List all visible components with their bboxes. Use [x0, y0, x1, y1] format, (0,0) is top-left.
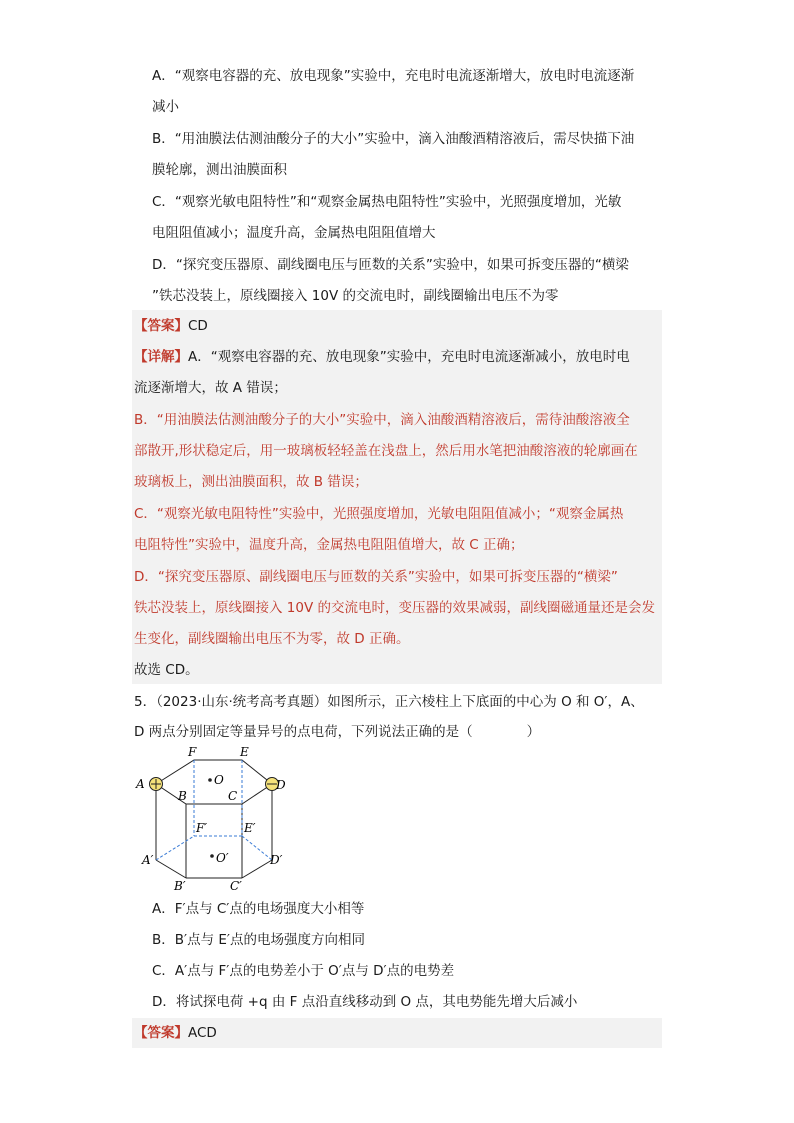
answer-value: ACD — [188, 1025, 217, 1041]
answer-tag: 【答案】 — [134, 1025, 188, 1041]
label-o: O — [214, 773, 224, 787]
label-c: C — [228, 789, 238, 803]
label-d2: D′ — [270, 853, 283, 867]
label-b2: B′ — [174, 879, 186, 892]
q4-option-b-line1: B．“用油膜法估测油酸分子的大小”实验中，滴入油酸酒精溶液后，需尽快描下油 — [152, 131, 635, 147]
detail-text: A．“观察电容器的充、放电现象”实验中，充电时电流逐渐减小，放电时电 — [188, 349, 630, 365]
q4-detail-line-5: 玻璃板上，测出油膜面积，故 B 错误； — [134, 474, 368, 490]
q4-detail-line-9: 铁芯没装上，原线圈接入 10V 的交流电时，变压器的效果减弱，副线圈磁通量还是会发 — [134, 600, 655, 616]
center-o-dot — [208, 778, 212, 782]
q4-answer — [134, 316, 208, 336]
q4-detail-line-8: D．“探究变压器原、副线圈电压与匝数的关系”实验中，如果可拆变压器的“横梁” — [134, 569, 618, 585]
edge-a2-b2 — [156, 860, 186, 878]
q4-option-b-line2: 膜轮廓，测出油膜面积 — [152, 162, 287, 178]
label-a2: A′ — [142, 853, 154, 867]
answer-tag: 【答案】 — [134, 318, 188, 334]
detail-tag: 【详解】 — [134, 349, 188, 365]
q4-detail-line-3: B．“用油膜法估测油酸分子的大小”实验中，滴入油酸酒精溶液后，需待油酸溶液全 — [134, 412, 630, 428]
label-b: B — [178, 789, 187, 803]
label-c2: C′ — [230, 879, 242, 892]
q4-detail-line-2: 流逐渐增大，故 A 错误； — [134, 380, 287, 396]
q4-option-d-line1: D．“探究变压器原、副线圈电压与匝数的关系”实验中，如果可拆变压器的“横梁 — [152, 257, 629, 273]
q4-detail-line-7: 电阻特性”实验中，温度升高，金属热电阻阻值增大，故 C 正确； — [134, 537, 524, 553]
label-d: D — [276, 778, 286, 792]
center-o2-dot — [210, 854, 214, 858]
q4-option-d-line2: ”铁芯没装上，原线圈接入 10V 的交流电时，副线圈输出电压不为零 — [152, 288, 559, 304]
q4-option-c-line1: C．“观察光敏电阻特性”和“观察金属热电阻特性”实验中，光照强度增加，光敏 — [152, 194, 622, 210]
q5-option-b: B．B′点与 E′点的电场强度方向相同 — [152, 932, 365, 948]
hexagonal-prism-figure — [134, 742, 294, 892]
q4-detail-line-11: 故选 CD。 — [134, 662, 199, 678]
label-e: E — [240, 745, 249, 759]
label-f: F — [188, 745, 197, 759]
label-e2: E′ — [244, 821, 256, 835]
q5-answer — [134, 1023, 217, 1043]
q5-stem-line1: 5．（2023·山东·统考高考真题）如图所示，正六棱柱上下底面的中心为 O 和 O′，A、 — [134, 694, 644, 710]
q4-option-a-line1: A．“观察电容器的充、放电现象”实验中，充电时电流逐渐增大，放电时电流逐渐 — [152, 68, 635, 84]
edge-e2-d2 — [242, 836, 272, 860]
q4-detail-line-10: 生变化，副线圈输出电压不为零，故 D 正确。 — [134, 631, 410, 647]
q5-option-a: A．F′点与 C′点的电场强度大小相等 — [152, 901, 365, 917]
q5-option-d: D．将试探电荷 +q 由 F 点沿直线移动到 O 点，其电势能先增大后减小 — [152, 994, 578, 1010]
label-f2: F′ — [196, 821, 208, 835]
label-a: A — [136, 777, 145, 791]
q5-option-c: C．A′点与 F′点的电势差小于 O′点与 D′点的电势差 — [152, 963, 455, 979]
q5-stem-line2: D 两点分别固定等量异号的点电荷，下列说法正确的是（ ） — [134, 724, 541, 740]
answer-value: CD — [188, 318, 208, 334]
q4-detail-line-4: 部散开,形状稳定后，用一玻璃板轻轻盖在浅盘上，然后用水笔把油酸溶液的轮廓画在 — [134, 443, 638, 459]
q4-detail-line-1 — [134, 347, 630, 367]
edge-a2-f2 — [156, 836, 194, 860]
edge-c2-d2 — [242, 860, 272, 878]
q4-option-c-line2: 电阻阻值减小；温度升高，金属热电阻阻值增大 — [152, 225, 436, 241]
q4-detail-line-6: C．“观察光敏电阻特性”实验中，光照强度增加，光敏电阻阻值减小；“观察金属热 — [134, 506, 624, 522]
q4-option-a-line2: 减小 — [152, 99, 179, 115]
label-o2: O′ — [216, 851, 229, 865]
